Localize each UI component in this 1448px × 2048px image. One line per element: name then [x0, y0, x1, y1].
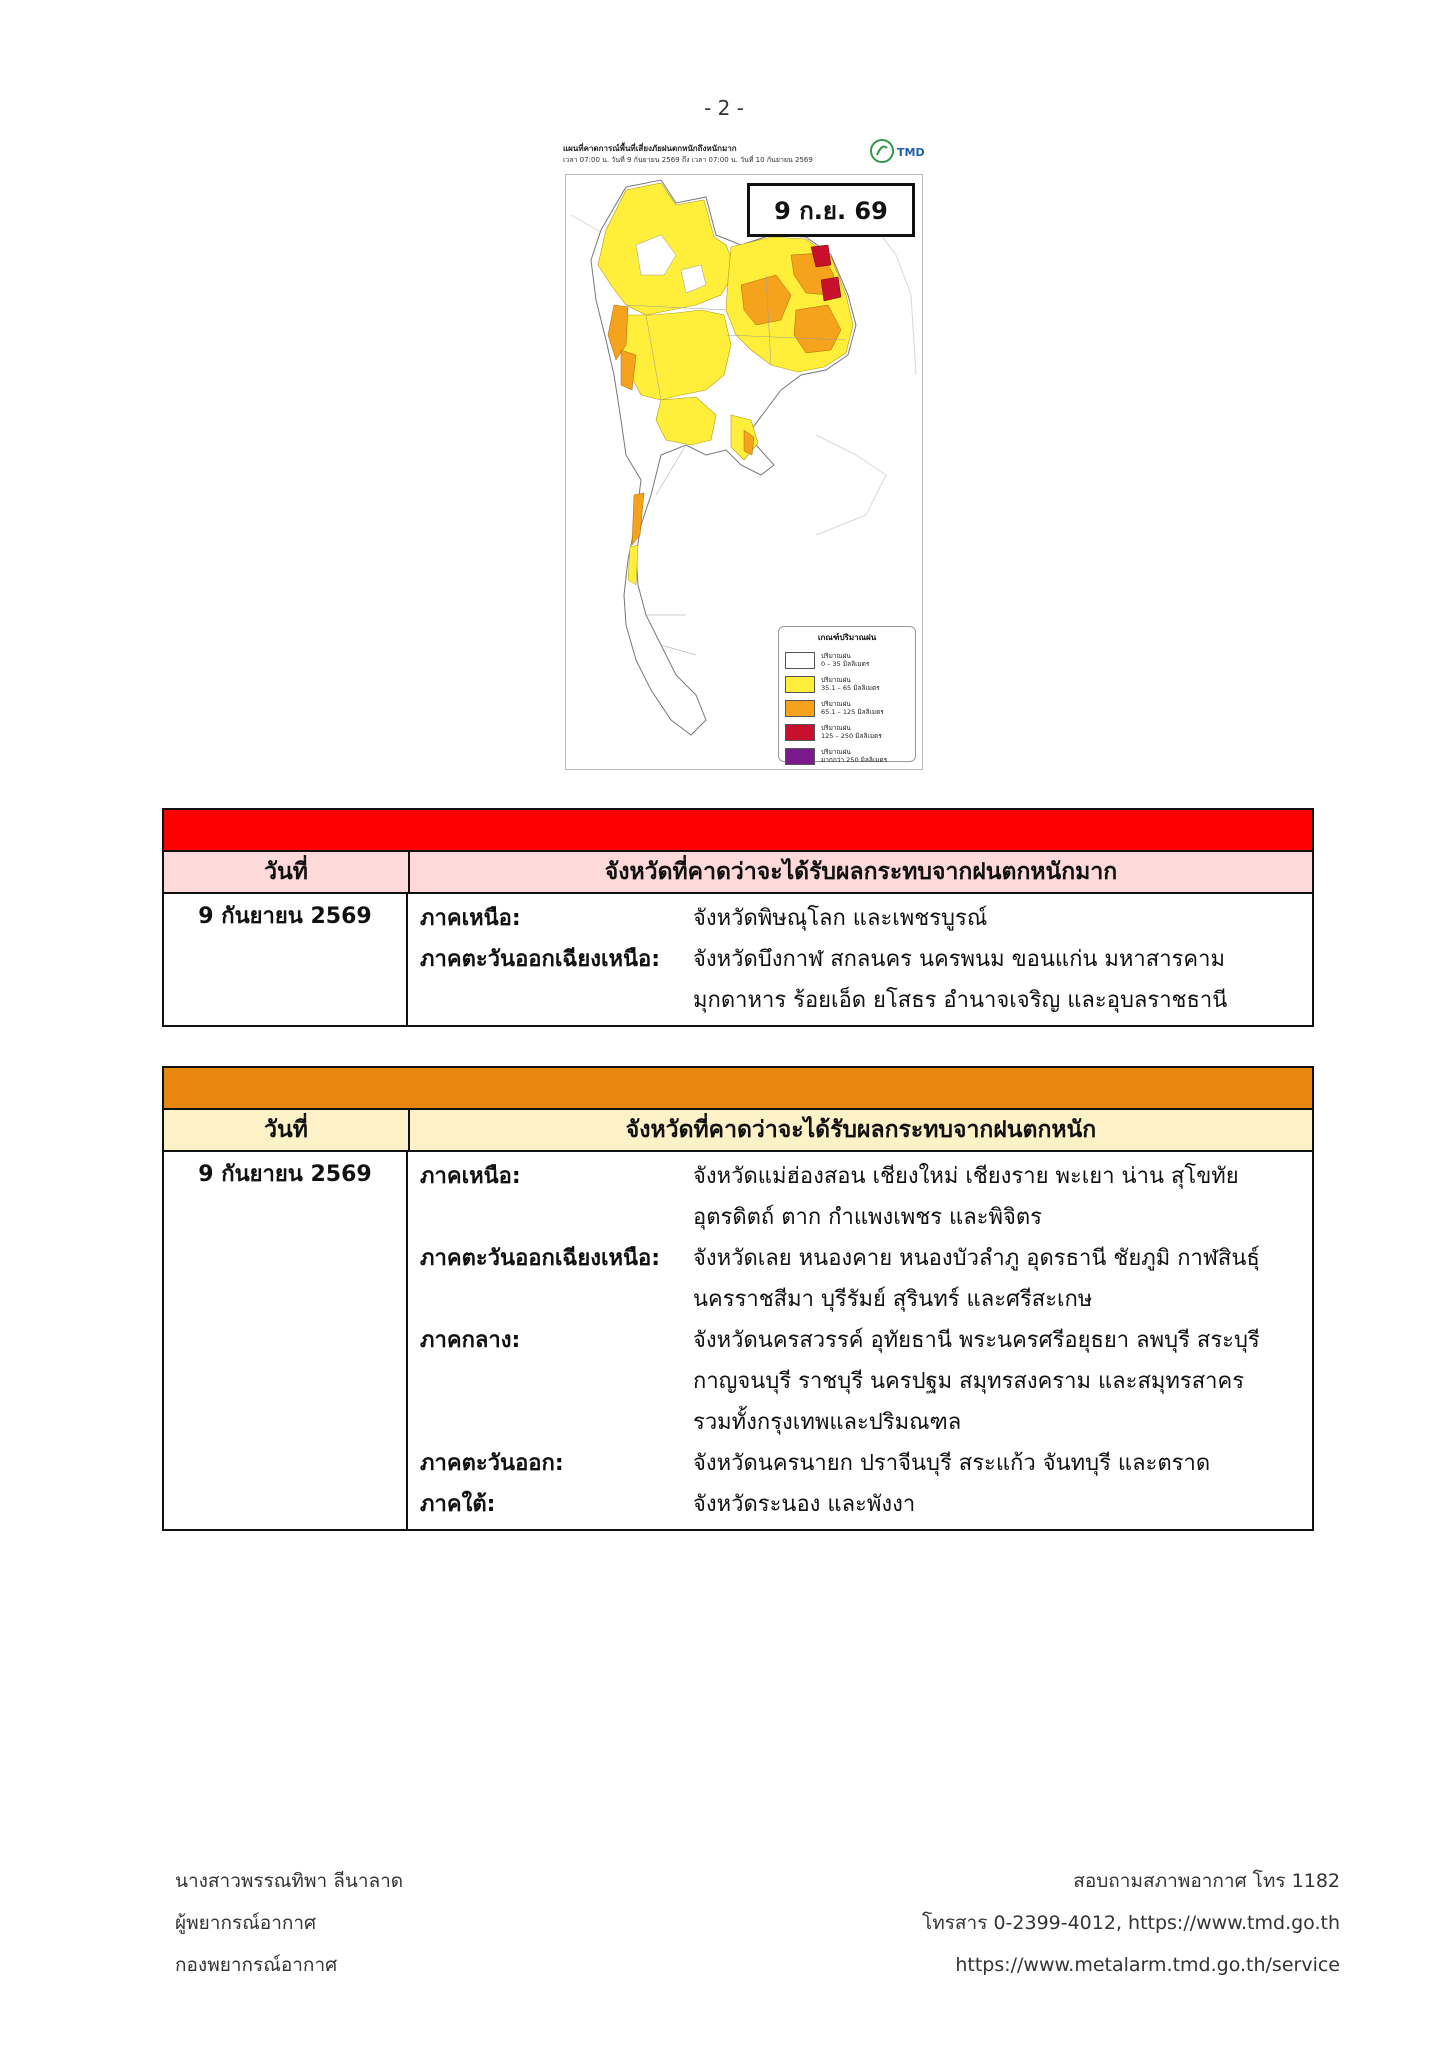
- legend-item: [785, 672, 909, 696]
- legend-item: [785, 744, 909, 768]
- legend-swatch: [785, 700, 815, 717]
- legend-label-line: 0 – 35 มิลลิเมตร: [821, 660, 870, 668]
- tmd-logo: TMD: [897, 146, 925, 159]
- legend-swatch: [785, 676, 815, 693]
- heavy-rain-table: [162, 1066, 1314, 1531]
- very-heavy-rain-band: [164, 810, 1312, 852]
- header-date: วันที่: [164, 1110, 410, 1150]
- contact-metalarm-link[interactable]: https://www.metalarm.tmd.go.th/service: [955, 1954, 1340, 1976]
- legend-label: [821, 676, 880, 692]
- map-panel: [565, 174, 923, 770]
- region-name: ภาคเหนือ:: [420, 1164, 521, 1189]
- table-header: [164, 852, 1312, 894]
- very-heavy-rain-table: [162, 808, 1314, 1027]
- province-line: มุกดาหาร ร้อยเอ็ด ยโสธร อำนาจเจริญ และอุบลราชธานี: [693, 988, 1228, 1013]
- map-legend: [778, 626, 916, 762]
- map-header: [563, 138, 923, 172]
- region-provinces: [693, 1484, 1312, 1525]
- legend-label: [821, 652, 869, 668]
- table-header: [164, 1110, 1312, 1152]
- region-row: [420, 1156, 1312, 1238]
- legend-label-line: ปริมาณฝน: [821, 748, 851, 756]
- table-row: [164, 1152, 1312, 1529]
- region-provinces: [693, 939, 1312, 1021]
- region-provinces: [693, 1156, 1312, 1238]
- contact-phone: สอบถามสภาพอากาศ โทร 1182: [1073, 1870, 1340, 1892]
- forecaster-division: กองพยากรณ์อากาศ: [175, 1954, 338, 1976]
- map-subtitle: เวลา 07:00 น. วันที่ 9 กันยายน 2569 ถึง เวลา 07:00 น. วันที่ 10 กันยายน 2569: [563, 156, 813, 164]
- legend-label-line: 125 – 250 มิลลิเมตร: [821, 732, 882, 740]
- legend-label: [821, 700, 884, 716]
- legend-label-line: ปริมาณฝน: [821, 724, 851, 732]
- region-provinces: [693, 1238, 1312, 1320]
- header-provinces: จังหวัดที่คาดว่าจะได้รับผลกระทบจากฝนตกหนัก: [625, 1117, 1097, 1143]
- province-line: รวมทั้งกรุงเทพและปริมณฑล: [693, 1410, 962, 1435]
- table-row: [164, 894, 1312, 1025]
- province-line: จังหวัดแม่ฮ่องสอน เชียงใหม่ เชียงราย พะเยา น่าน สุโขทัย: [693, 1164, 1239, 1189]
- legend-item: [785, 696, 909, 720]
- row-regions: [408, 1152, 1312, 1529]
- legend-swatch: [785, 748, 815, 765]
- province-line: นครราชสีมา บุรีรัมย์ สุรินทร์ และศรีสะเกษ: [693, 1287, 1093, 1312]
- map-title: แผนที่คาดการณ์พื้นที่เสี่ยงภัยฝนตกหนักถึงหนักมาก: [563, 144, 737, 153]
- province-line: อุตรดิตถ์ ตาก กำแพงเพชร และพิจิตร: [693, 1205, 1042, 1230]
- map-date-label: 9 ก.ย. 69: [747, 183, 915, 237]
- region-provinces: [693, 1443, 1312, 1484]
- legend-label-line: มากกว่า 250 มิลลิเมตร: [821, 756, 888, 764]
- region-name: ภาคตะวันออกเฉียงเหนือ:: [420, 947, 661, 972]
- contact-fax-website[interactable]: โทรสาร 0-2399-4012, https://www.tmd.go.th: [922, 1912, 1340, 1934]
- province-line: จังหวัดนครสวรรค์ อุทัยธานี พระนครศรีอยุธยา ลพบุรี สระบุรี: [693, 1328, 1260, 1353]
- legend-item: [785, 720, 909, 744]
- region-row: [420, 1443, 1312, 1484]
- header-date: วันที่: [164, 852, 410, 892]
- region-row: [420, 1320, 1312, 1443]
- province-line: จังหวัดพิษณุโลก และเพชรบูรณ์: [693, 906, 988, 931]
- header-provinces: จังหวัดที่คาดว่าจะได้รับผลกระทบจากฝนตกหนักมาก: [604, 859, 1118, 885]
- footer-contact: [922, 1860, 1340, 1986]
- legend-item: [785, 648, 909, 672]
- row-regions: [408, 894, 1312, 1025]
- legend-label: [821, 748, 887, 764]
- rainfall-forecast-map: [563, 138, 923, 770]
- legend-label: [821, 724, 882, 740]
- province-line: จังหวัดนครนายก ปราจีนบุรี สระแก้ว จันทบุรี และตราด: [693, 1451, 1211, 1476]
- legend-label-line: 35.1 – 65 มิลลิเมตร: [821, 684, 880, 692]
- heavy-rain-band: [164, 1068, 1312, 1110]
- legend-label-line: ปริมาณฝน: [821, 676, 851, 684]
- province-line: จังหวัดเลย หนองคาย หนองบัวลำภู อุดรธานี ชัยภูมิ กาฬสินธุ์: [693, 1246, 1260, 1271]
- footer-forecaster: [175, 1860, 403, 1986]
- province-line: จังหวัดบึงกาฬ สกลนคร นครพนม ขอนแก่น มหาสารคาม: [693, 947, 1225, 972]
- region-name: ภาคใต้:: [420, 1492, 496, 1517]
- region-name: ภาคตะวันออกเฉียงเหนือ:: [420, 1246, 661, 1271]
- agency-logo-icon: [869, 138, 895, 164]
- region-row: [420, 1484, 1312, 1525]
- forecaster-name: นางสาวพรรณทิพา ลีนาลาด: [175, 1870, 404, 1892]
- region-row: [420, 898, 1312, 939]
- legend-label-line: ปริมาณฝน: [821, 652, 851, 660]
- region-row: [420, 939, 1312, 1021]
- legend-title: เกณฑ์ปริมาณฝน: [817, 633, 877, 642]
- legend-swatch: [785, 724, 815, 741]
- row-date: 9 กันยายน 2569: [164, 1152, 408, 1529]
- legend-label-line: ปริมาณฝน: [821, 700, 851, 708]
- forecaster-title: ผู้พยากรณ์อากาศ: [175, 1912, 317, 1934]
- legend-label-line: 65.1 – 125 มิลลิเมตร: [821, 708, 884, 716]
- row-date: 9 กันยายน 2569: [164, 894, 408, 1025]
- province-line: กาญจนบุรี ราชบุรี นครปฐม สมุทรสงคราม และสมุทรสาคร: [693, 1369, 1245, 1394]
- legend-swatch: [785, 652, 815, 669]
- page-number: - 2 -: [704, 96, 744, 120]
- region-provinces: [693, 898, 1312, 939]
- region-name: ภาคกลาง:: [420, 1328, 521, 1353]
- region-provinces: [693, 1320, 1312, 1443]
- province-line: จังหวัดระนอง และพังงา: [693, 1492, 916, 1517]
- region-row: [420, 1238, 1312, 1320]
- region-name: ภาคเหนือ:: [420, 906, 521, 931]
- region-name: ภาคตะวันออก:: [420, 1451, 564, 1476]
